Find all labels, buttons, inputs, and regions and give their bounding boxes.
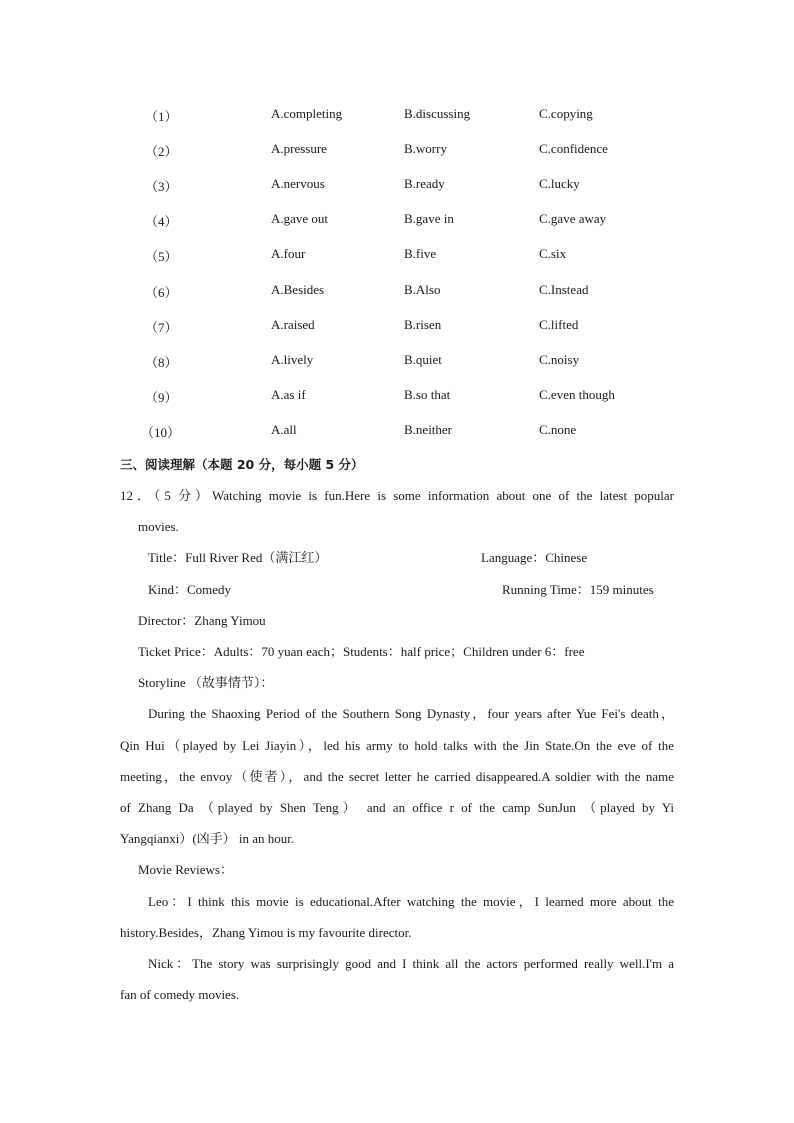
question-number: （8）	[145, 355, 178, 370]
option-c: C.none	[539, 422, 577, 437]
option-c: C.lifted	[539, 317, 579, 332]
story-line: Yangqianxi）(凶手） in an hour.	[120, 831, 295, 846]
option-c: C.Instead	[539, 282, 589, 297]
option-row	[0, 211, 794, 231]
review-nick-cont: fan of comedy movies.	[120, 987, 240, 1002]
option-row	[0, 106, 794, 126]
story-line: Qin Hui（played by Lei Jiayin），led his army to hold talks with the Jin State.On the eve of the	[120, 738, 674, 753]
option-a: A.pressure	[271, 141, 327, 156]
option-row	[0, 422, 794, 442]
option-b: B.worry	[404, 141, 447, 156]
option-row	[0, 352, 794, 372]
option-row	[0, 141, 794, 161]
question-number: （1）	[145, 109, 178, 124]
movie-kind: Kind：Comedy	[148, 582, 232, 597]
review-nick: Nick：The story was surprisingly good and I think all the actors performed really well.I'm a	[148, 956, 674, 971]
option-b: B.so that	[404, 387, 451, 402]
option-c: C.copying	[539, 106, 593, 121]
option-a: A.completing	[271, 106, 343, 121]
option-row	[0, 387, 794, 407]
option-a: A.all	[271, 422, 297, 437]
option-b: B.five	[404, 246, 437, 261]
review-leo: Leo：I think this movie is educational.After watching the movie，I learned more about the	[148, 894, 674, 909]
option-a: A.nervous	[271, 176, 325, 191]
question-stem: 12．（5 分）Watching movie is fun.Here is some information about one of the latest popular	[120, 488, 674, 503]
option-b: B.gave in	[404, 211, 454, 226]
option-a: A.Besides	[271, 282, 325, 297]
option-c: C.gave away	[539, 211, 607, 226]
option-b: B.Also	[404, 282, 441, 297]
option-a: A.raised	[271, 317, 315, 332]
question-number: （10）	[141, 425, 181, 440]
option-b: B.risen	[404, 317, 442, 332]
question-number: （5）	[145, 249, 178, 264]
movie-title: Title：Full River Red（满江红）	[148, 550, 328, 565]
question-number: （9）	[145, 390, 178, 405]
reviews-label: Movie Reviews：	[138, 862, 233, 877]
option-row	[0, 246, 794, 266]
option-c: C.noisy	[539, 352, 580, 367]
movie-language: Language：Chinese	[481, 550, 588, 565]
option-row	[0, 282, 794, 302]
movie-running-time: Running Time：159 minutes	[502, 582, 654, 597]
option-row	[0, 317, 794, 337]
question-number: （6）	[145, 285, 178, 300]
option-c: C.confidence	[539, 141, 608, 156]
option-c: C.six	[539, 246, 567, 261]
question-number: （3）	[145, 179, 178, 194]
option-a: A.gave out	[271, 211, 329, 226]
question-number: （7）	[145, 320, 178, 335]
option-b: B.discussing	[404, 106, 471, 121]
section-heading: 三、阅读理解（本题 20 分，每小题 5 分）	[120, 457, 364, 472]
question-stem-cont: movies.	[138, 519, 179, 534]
storyline-label: Storyline （故事情节）：	[138, 675, 274, 690]
review-leo-cont: history.Besides，Zhang Yimou is my favourite director.	[120, 925, 412, 940]
option-b: B.quiet	[404, 352, 442, 367]
option-b: B.ready	[404, 176, 445, 191]
option-a: A.as if	[271, 387, 306, 402]
option-a: A.lively	[271, 352, 314, 367]
option-c: C.lucky	[539, 176, 580, 191]
question-number: （2）	[145, 144, 178, 159]
option-c: C.even though	[539, 387, 615, 402]
option-row	[0, 176, 794, 196]
option-b: B.neither	[404, 422, 453, 437]
story-line: of Zhang Da （played by Shen Teng） and an office r of the camp SunJun （played by Yi	[120, 800, 674, 815]
question-number: （4）	[145, 214, 178, 229]
story-line: During the Shaoxing Period of the Southern Song Dynasty，four years after Yue Fei's death，	[148, 706, 674, 721]
ticket-price: Ticket Price：Adults：70 yuan each；Students：half price；Children under 6：free	[138, 644, 585, 659]
movie-director: Director：Zhang Yimou	[138, 613, 266, 628]
option-a: A.four	[271, 246, 306, 261]
story-line: meeting，the envoy（使者），and the secret letter he carried disappeared.A soldier with the name	[120, 769, 674, 784]
